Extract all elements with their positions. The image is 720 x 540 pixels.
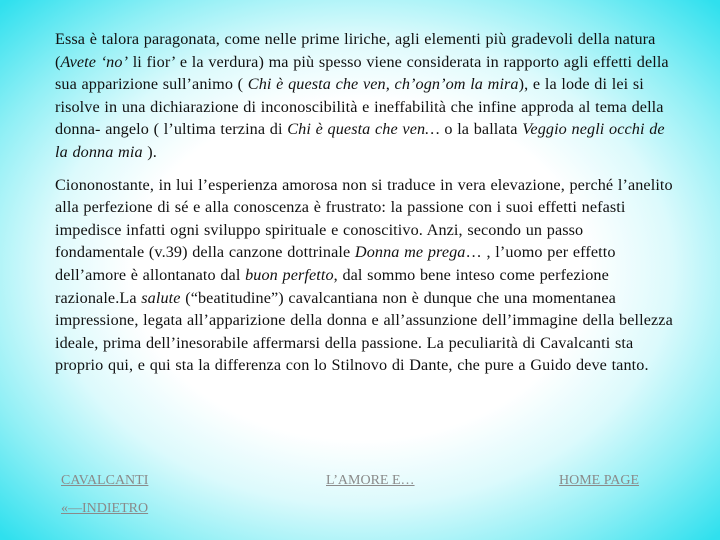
p1-text-4: o la ballata [439, 120, 523, 139]
paragraph-2 [55, 174, 675, 377]
p1-italic-2: Chi è questa che ven, ch’ogn’om la mira [247, 75, 519, 94]
p1-text-3: ), e la lode di lei si risolve in una dichiarazione di inconoscibilità e ineffabilità che infine approda al tema della donna- angelo ( l’ultima terzina di [55, 75, 664, 139]
p2-italic-1: Donna me prega [354, 243, 466, 262]
p2-italic-3: salute [141, 288, 181, 307]
p1-text-2: li fior’ e la verdura) ma più spesso viene considerata in rapporto agli effetti della sua apparizione sull’animo ( [55, 52, 669, 94]
slide-text-body [55, 28, 675, 377]
p2-text-4: (“beatitudine”) cavalcantiana non è dunque che una momentanea impressione, legata all’apparizione della donna e all’assunzione dell’immagine della bellezza ideale, prima dell’inesorabile affermarsi della passione. La peculiarità di Cavalcanti sta proprio qui, e qui sta la differenza con lo Stilnovo di Dante, che pure a Guido deve tanto. [55, 288, 673, 375]
p1-italic-1: Avete ‘no’ [60, 52, 129, 71]
p1-italic-3: Chi è questa che ven… [287, 120, 440, 139]
link-home-page[interactable]: HOME PAGE [559, 473, 639, 488]
p2-text-1: Ciononostante, in lui l’esperienza amorosa non si traduce in vera elevazione, perché l’anelito alla perfezione di sé e alla conoscenza è frustrato: la passione con i suoi effetti nefasti impedisce infatti ogni sviluppo spirituale e conoscitivo. Anzi, secondo un passo fondamentale (v.39) della canzone dottrinale [55, 175, 673, 262]
p2-text-3: , dal sommo bene inteso come perfezione razionale.La [55, 265, 609, 307]
p2-text-2: … , l’uomo per effetto dell’amore è allontanato dal [55, 243, 616, 284]
p1-text-1: Essa è talora paragonata, come nelle prime liriche, agli elementi più gradevoli della natura ( [55, 30, 656, 71]
p1-italic-4: Veggio negli occhi de la donna mia [55, 120, 665, 161]
p1-text-5: ). [142, 142, 157, 161]
p2-italic-2: buon perfetto [245, 265, 334, 284]
link-amore[interactable]: L’AMORE E… [326, 473, 415, 488]
paragraph-1 [55, 28, 675, 164]
slide-navigation [61, 471, 661, 521]
link-cavalcanti[interactable]: CAVALCANTI [61, 473, 149, 488]
link-back[interactable]: «—INDIETRO [61, 501, 149, 516]
